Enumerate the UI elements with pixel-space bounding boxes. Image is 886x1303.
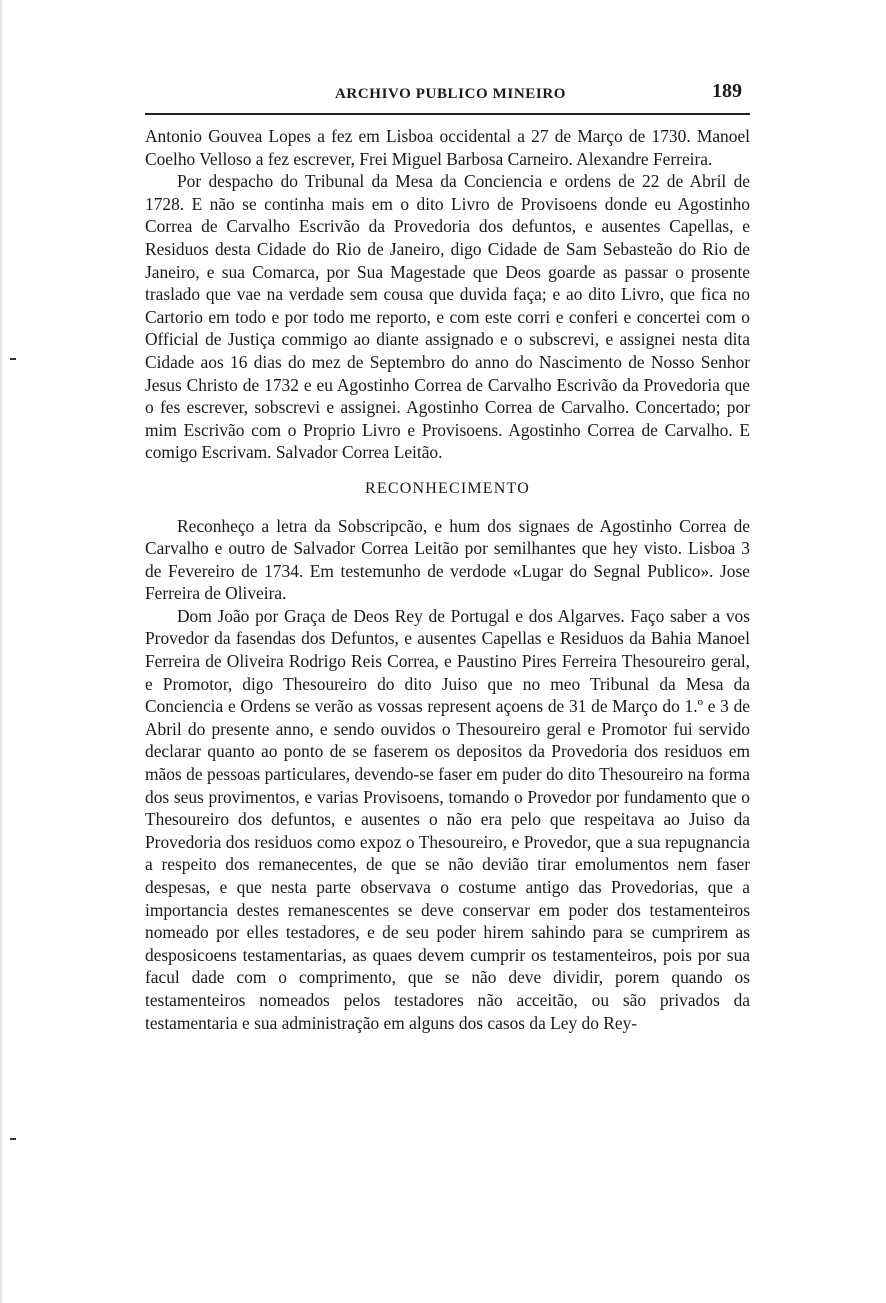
section-heading: RECONHECIMENTO (365, 479, 530, 497)
header-rule (145, 113, 750, 115)
paragraph: Antonio Gouvea Lopes a fez em Lisboa occidental a 27 de Março de 1730. Manoel Coelho Velloso a fez escrever, Frei Miguel Barbosa Carneiro. Alexandre Ferreira. (145, 126, 750, 169)
page-header (145, 80, 750, 110)
margin-mark (10, 1138, 16, 1140)
page-edge (0, 0, 2, 1303)
body-text (145, 125, 750, 1034)
paragraph: Dom João por Graça de Deos Rey de Portugal e dos Algarves. Faço saber a vos Provedor da fasendas dos Defuntos, e ausentes Capellas e Residuos da Bahia Manoel Ferreira de Oliveira Rodrigo Reis Correa, e Paustino Pires Ferreira Thesoureiro geral, e Promotor, digo Thesoureiro do dito Juiso que no meo Tribunal da Mesa da Conciencia e Ordens se verão as vossas represent açoens de 31 de Março do 1.º e 3 de Abril do presente anno, e sendo ouvidos o Thesoureiro geral e Promotor fui servido declarar quanto ao ponto de se faserem os depositos da Provedoria dos residuos em mãos de pessoas particulares, devendo-se faser em puder do dito Thesoureiro na forma dos seus provimentos, e varias Provisoens, tomando o Provedor por fundamento que o Thesoureiro dos defuntos, e ausentes o não era pelo que respeitava ao Juiso da Provedoria dos residuos como expoz o Thesoureiro, e Provedor, que a sua repugnancia a respeito dos remanecentes, de que se não devião tirar emolumentos nem faser despesas, e que nesta parte observava o costume antigo das Provedorias, que a importancia destes remanescentes se deve conservar em poder dos testamenteiros nomeado por elles testadores, e de seu poder hirem sahindo para se cumprirem as desposicoens testamentarias, as quaes devem cumprir os testamenteiros, pois por sua facul dade com o comprimento, que se não deve dividir, porem quando os testamenteiros nomeados pelos testadores não acceitão, ou são privados da testamentaria e sua administração em alguns dos casos da Ley do Rey- (145, 605, 750, 1033)
paragraph: Por despacho do Tribunal da Mesa da Conciencia e ordens de 22 de Abril de 1728. E não se continha mais em o dito Livro de Provisoens donde eu Agostinho Correa de Carvalho Escrivão da Provedoria dos defuntos, e ausentes Capellas, e Residuos desta Cidade do Rio de Janeiro, digo Cidade de Sam Sebasteão do Rio de Janeiro, e sua Comarca, por Sua Magestade que Deos goarde as passar o prosente traslado que vae na verdade sem cousa que duvida faça; e ao dito Livro, que fica no Cartorio em todo e por todo me reporto, e com este corri e conferi e concertei com o Official de Justiça commigo ao diante assignado e o subscrevi, e assignei nesta dita Cidade aos 16 dias do mez de Septembro do anno do Nascimento de Nosso Senhor Jesus Christo de 1732 e eu Agostinho Correa de Carvalho Escrivão da Provedoria que o fes escrever, sobscrevi e assignei. Agostinho Correa de Carvalho. Concertado; por mim Escrivão com o Proprio Livro e Provisoens. Agostinho Correa de Carvalho. E comigo Escrivam. Salvador Correa Leitão. (145, 171, 750, 463)
running-title: ARCHIVO PUBLICO MINEIRO (335, 86, 567, 102)
paragraph: Reconheço a letra da Sobscripcão, e hum dos signaes de Agostinho Correa de Carvalho e outro de Salvador Correa Leitão por semilhantes que hey visto. Lisboa 3 de Fevereiro de 1734. Em testemunho de verdode «Lugar do Segnal Publico». Jose Ferreira de Oliveira. (145, 515, 750, 604)
margin-mark (10, 358, 16, 360)
page-number: 189 (712, 80, 742, 102)
